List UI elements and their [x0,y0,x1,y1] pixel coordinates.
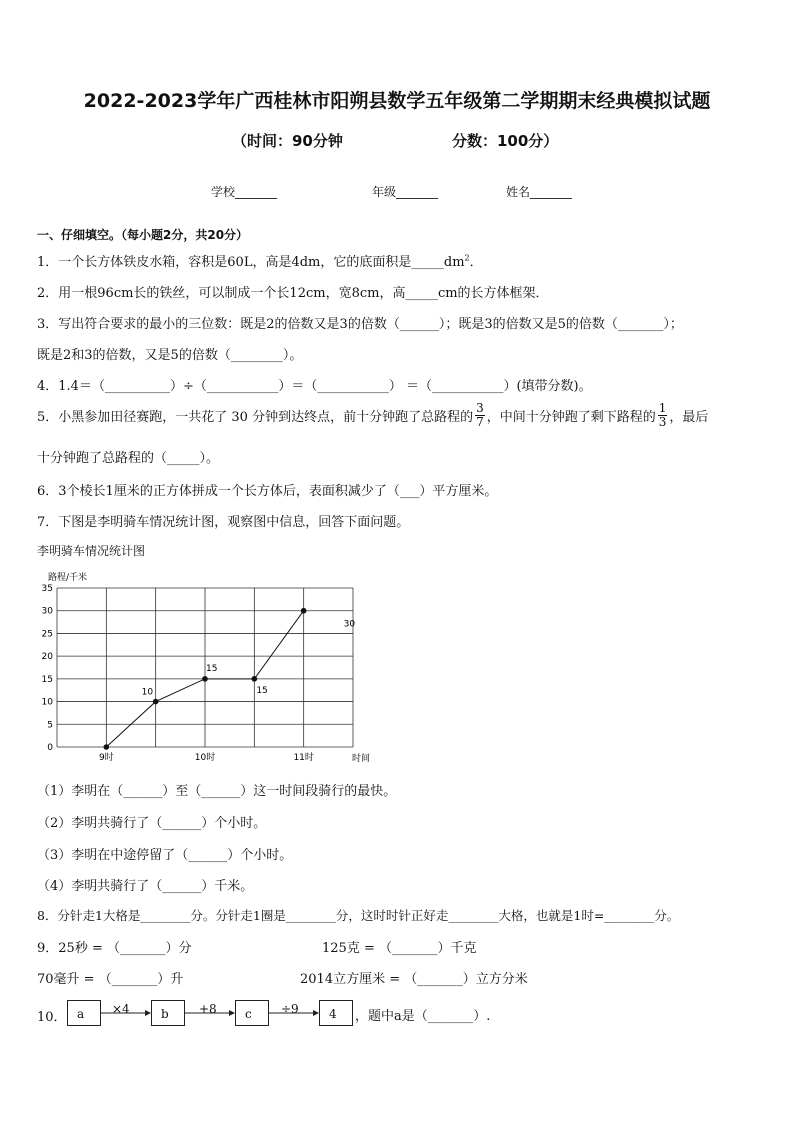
question-5-part1: 5．小黑参加田径赛跑，一共花了 30 分钟到达终点，前十分钟跑了总路程的 [37,410,474,425]
chart-xtick-label: 10时 [194,753,216,763]
chart-xtick-label: 9时 [98,753,114,763]
name-field[interactable]: 姓名_______ [506,185,573,199]
chart-point [104,744,110,750]
question-10-number: 10． [37,1010,67,1025]
question-7-sub-2: （2）李明共骑行了（______）个小时。 [37,816,267,831]
question-5-line1 [37,402,708,429]
chart-ylabel: 路程/千米 [48,573,88,583]
question-1-sup: 2 [464,253,470,263]
chart-xtick-label: 11时 [293,753,314,763]
flow-box-a: a [67,1000,101,1026]
chart-ytick-label: 10 [41,697,53,708]
chart-data-label: 10 [141,687,154,698]
fraction-numerator: 1 [658,401,667,415]
fraction-numerator: 3 [476,401,484,415]
question-4: 4．1.4＝（__________）÷（___________）＝（___________） ＝（___________）(填带分数)。 [37,379,592,394]
chart-xlabel: 时间 [352,754,371,764]
question-1-end: ． [469,255,483,270]
chart-ytick-label: 5 [47,720,53,731]
question-8: 8．分针走1大格是________分。分针走1圈是________分，这时时针正好走________大格，也就是1时=________分。 [37,908,680,923]
question-5-line2: 十分钟跑了总路程的（_____）。 [37,451,220,466]
exam-time: （时间：90分钟 [232,132,343,150]
chart-point [252,676,258,682]
exam-score: 分数：100分） [452,132,559,150]
question-5-part3: ，最后 [669,410,709,425]
chart-data-label: 15 [256,685,268,696]
flow-op-plus-8: +8 [199,1002,217,1016]
fraction-three-sevenths [475,402,485,429]
question-7-sub-4: （4）李明共骑行了（______）千米。 [37,879,254,894]
chart-ytick-label: 25 [41,629,53,640]
school-field[interactable]: 学校_______ [211,185,278,199]
chart-ytick-label: 20 [41,652,53,663]
question-7: 7．下图是李明骑车情况统计图，观察图中信息，回答下面问题。 [37,515,410,530]
fraction-denominator: 7 [476,415,484,429]
grade-field[interactable]: 年级_______ [372,185,439,199]
fraction-one-third [658,402,668,429]
fraction-denominator: 3 [658,415,667,429]
question-9-c: 70毫升 = （_______）升 [37,972,184,987]
question-7-sub-3: （3）李明在中途停留了（______）个小时。 [37,848,293,863]
chart-data-label: 30 [343,619,356,630]
question-9-a: 9．25秒 = （_______）分 [37,941,192,956]
question-10-tail: ，题中a是（_______）. [355,1009,491,1024]
flow-arrows [0,1000,330,1030]
question-2: 2．用一根96cm长的铁丝，可以制成一个长12cm，宽8cm，高_____cm的长方体框架． [37,286,549,301]
chart-point [202,676,208,682]
question-9-d: 2014立方厘米 = （_______）立方分米 [300,972,528,987]
chart-ytick-label: 30 [41,606,53,617]
flow-box-c: c [235,1000,269,1026]
section-heading: 一、仔细填空。（每小题2分，共20分） [37,228,249,242]
question-3-line1: 3．写出符合要求的最小的三位数：既是2的倍数又是3的倍数（______）；既是3的倍数又是5的倍数（_______）； [37,317,683,332]
flow-op-divide-9: ÷9 [281,1002,299,1016]
chart-ytick-label: 0 [47,743,53,753]
question-6: 6．3个棱长1厘米的正方体拼成一个长方体后，表面积减少了（___）平方厘米。 [37,484,498,499]
question-3-line2: 既是2和3的倍数，又是5的倍数（________）。 [37,348,303,363]
question-9-b: 125克 = （_______）千克 [322,941,477,956]
question-7-sub-1: （1）李明在（______）至（______）这一时间段骑行的最快。 [37,784,397,799]
chart-point [153,699,159,705]
chart-point [301,608,307,614]
page-title: 2022-2023学年广西桂林市阳朔县数学五年级第二学期期末经典模拟试题 [83,90,711,112]
chart-title: 李明骑车情况统计图 [37,544,146,558]
question-5-part2: ，中间十分钟跑了剩下路程的 [486,410,656,425]
flow-box-b: b [151,1000,185,1026]
line-chart [0,560,400,770]
flow-box-result: 4 [319,1000,353,1026]
chart-ytick-label: 15 [41,674,53,685]
flow-op-times-4: ×4 [112,1002,130,1016]
chart-ytick-label: 35 [41,584,53,594]
question-1 [37,251,483,270]
chart-data-label: 15 [206,663,218,674]
question-1-text: 1．一个长方体铁皮水箱，容积是60L，高是4dm，它的底面积是_____dm [37,255,465,270]
